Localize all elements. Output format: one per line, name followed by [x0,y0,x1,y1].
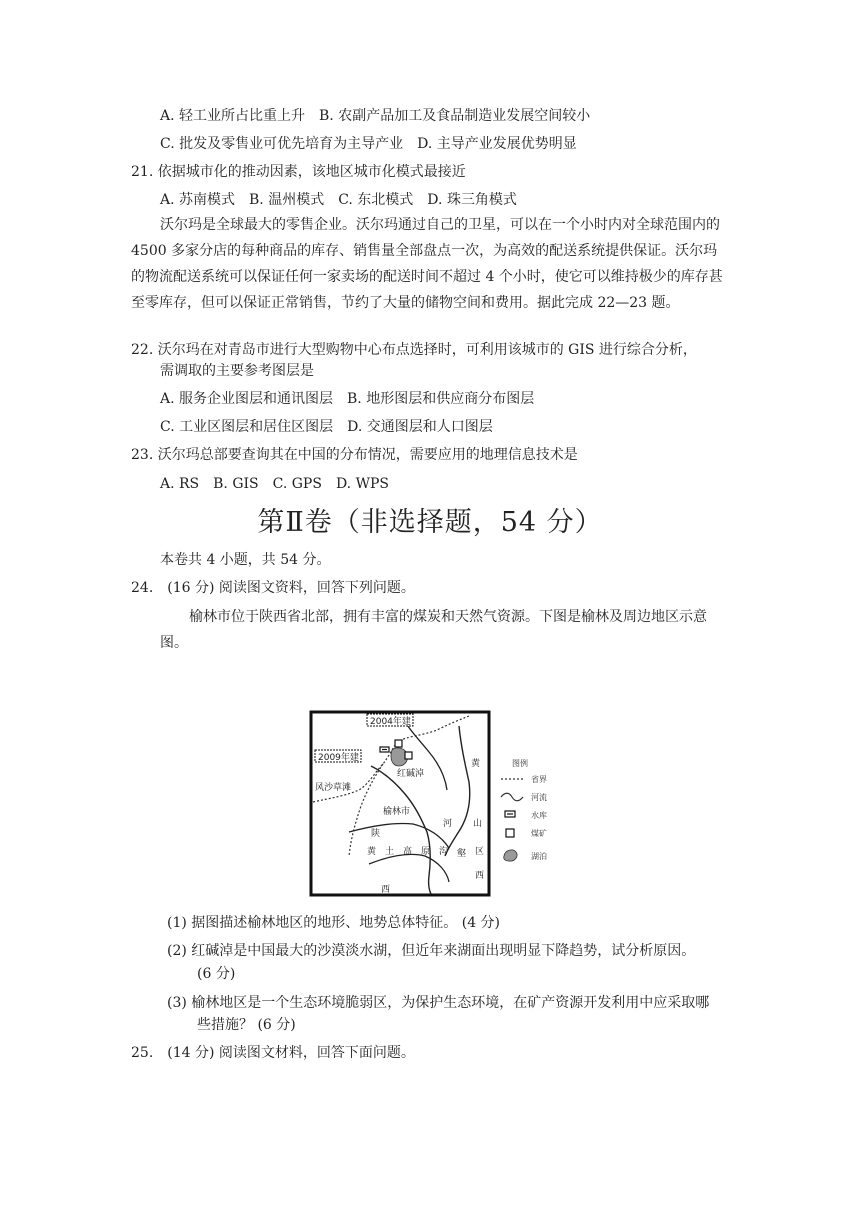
q23-stem: 23. 沃尔玛总部要查询其在中国的分布情况，需要应用的地理信息技术是 [131,447,578,463]
q24-sub2-line2: (6 分) [197,966,236,982]
q24-passage: 榆林市位于陕西省北部，拥有丰富的煤炭和天然气资源。下图是榆林及周边地区示意图。 [160,609,707,651]
label-2009: 2009年建 [318,753,359,763]
label-2004: 2004年建 [370,717,411,727]
legend-item-lake: 湖泊 [531,852,547,861]
legend-lake-symbol [504,850,517,861]
q20-options-cd: C. 批发及零售业可优先培育为主导产业 D. 主导产业发展优势明显 [160,136,577,152]
coal-mine-2 [405,752,412,759]
label-he-gully: 壑 [457,849,467,859]
legend-item-reservoir: 水库 [531,811,547,820]
label-tu: 土 [385,847,395,857]
label-fengsha: 风沙草滩 [315,783,352,793]
legend-river-symbol [501,793,523,801]
q23-options: A. RS B. GIS C. GPS D. WPS [160,476,389,492]
label-yuan: 原 [421,847,431,857]
q20-options-ab: A. 轻工业所占比重上升 B. 农副产品加工及食品制造业发展空间较小 [160,108,591,124]
label-xi-bottom: 西 [381,885,391,895]
label-shan: 陕 [371,829,381,839]
label-hongjiannao: 红碱淖 [397,769,425,779]
q24-sub3-line1: (3) 榆林地区是一个生态环境脆弱区，为保护生态环境，在矿产资源开发利用中应采取哪 [167,995,710,1011]
label-shan-right: 山 [473,819,483,829]
yulin-map [309,706,553,898]
label-huang: 黄 [367,847,377,857]
q21-stem: 21. 依据城市化的推动因素，该地区城市化模式最接近 [131,164,466,180]
legend-item-boundary: 省界 [531,775,547,784]
q21-options: A. 苏南模式 B. 温州模式 C. 东北模式 D. 珠三角模式 [160,192,517,208]
coal-mine-1 [395,740,402,747]
q22-options-cd: C. 工业区图层和居住区图层 D. 交通图层和人口图层 [160,419,493,435]
label-xi-right: 西 [475,871,485,881]
q24-sub1: (1) 据图描述榆林地区的地形、地势总体特征。 (4 分) [167,915,501,931]
map-legend [501,758,547,861]
legend-coal-symbol [506,829,514,837]
q24-stem: 24. (16 分) 阅读图文资料，回答下列问题。 [131,580,415,596]
label-gou: 沟 [439,847,449,857]
yulin-map-figure [309,706,553,898]
legend-title: 图例 [512,759,528,768]
section-intro: 本卷共 4 小题，共 54 分。 [160,552,331,568]
q22-stem-line1: 22. 沃尔玛在对青岛市进行大型购物中心布点选择时，可利用该城市的 GIS 进行综合分析， [131,342,697,358]
label-yulin: 榆林市 [383,807,411,817]
q24-sub3-line2: 些措施？ (6 分) [197,1017,296,1033]
q22-stem-line2: 需调取的主要参考图层是 [160,363,314,379]
label-he-river: 河 [443,819,453,829]
label-huang-right: 黄 [471,759,481,769]
legend-item-coal: 煤矿 [531,829,547,838]
legend-item-river: 河流 [531,793,547,802]
label-gao: 高 [403,847,413,857]
q24-sub2-line1: (2) 红碱淖是中国最大的沙漠淡水湖，但近年来湖面出现明显下降趋势，试分析原因。 [167,943,696,959]
q25-stem: 25. (14 分) 阅读图文材料，回答下面问题。 [131,1045,415,1061]
q22-options-ab: A. 服务企业图层和通讯图层 B. 地形图层和供应商分布图层 [160,391,535,407]
section-title: 第Ⅱ卷（非选择题，54 分） [257,507,603,538]
label-qu: 区 [475,847,485,857]
walmart-passage: 沃尔玛是全球最大的零售企业。沃尔玛通过自己的卫星，可以在一个小时内对全球范围内的 4500 多家分店的每种商品的库存、销售量全部盘点一次，为高效的配送系统提供保证。沃尔玛的物流配送系统可以保证任何一家卖场的配送时间不超过 4 个小时，使它可以维持极少的库存甚至零库存，但可以保证正常销售，节约了大量的储物空间和费用。据此完成 22—23 题。 [131,217,723,311]
